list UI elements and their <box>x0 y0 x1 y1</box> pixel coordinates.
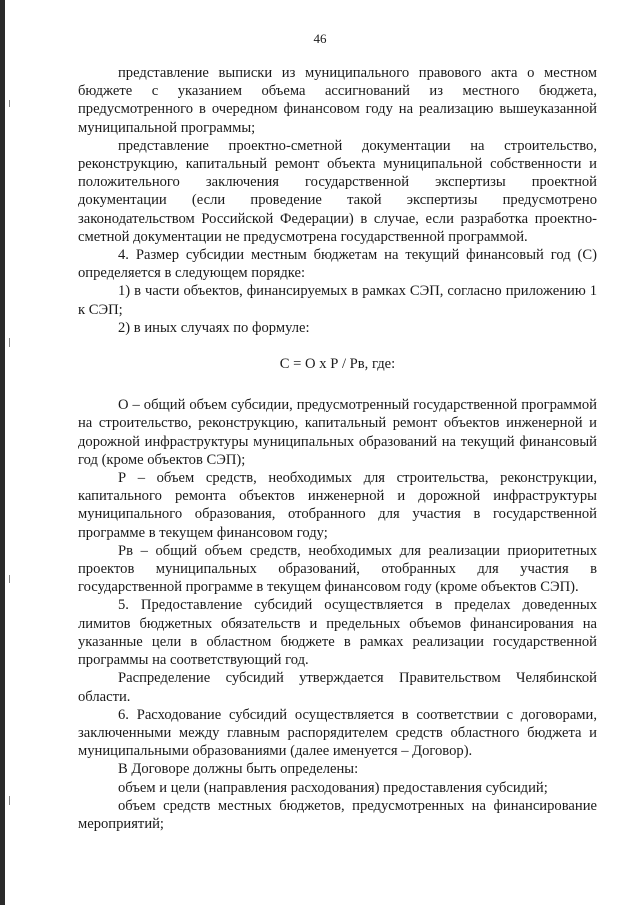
paragraph: Р – объем средств, необходимых для строительства, реконструкции, капитального ремонта объектов инженерной и дорожной инфраструктуры муниципального образования, отобранного для участия в государственной программе в текущем финансовом году; <box>78 470 597 541</box>
paragraph: объем и цели (направления расходования) предоставления субсидий; <box>118 779 548 796</box>
paragraph: В Договоре должны быть определены: <box>118 761 359 778</box>
paragraph: 2) в иных случаях по формуле: <box>118 319 310 336</box>
margin-mark <box>9 100 10 107</box>
scan-edge-shadow <box>0 0 5 905</box>
paragraph: 6. Расходование субсидий осуществляется в соответствии с договорами, заключенными между главным распорядителем средств областного бюджета и муниципальными образованиями (далее именуется – Договор). <box>78 706 597 760</box>
document-body <box>78 64 597 833</box>
margin-mark <box>9 338 10 347</box>
page-number: 46 <box>313 31 327 46</box>
formula: С = О x Р / Рв, где: <box>279 356 396 373</box>
paragraph: Рв – общий объем средств, необходимых для реализации приоритетных проектов муниципальных образований, отобранных для участия в государственной программе в текущем финансовом году (кроме объектов СЭП). <box>78 542 597 596</box>
paragraph: представление проектно-сметной документации на строительство, реконструкцию, капитальный ремонт объекта муниципальной собственности и положительного заключения государственной экспертизы проектной документации (если проведение такой экспертизы предусмотрено законодательством Российской Федерации) в случае, если разработка проектно-сметной документации не предусмотрена государственной программой. <box>78 137 597 245</box>
paragraph: 1) в части объектов, финансируемых в рамках СЭП, согласно приложению 1 к СЭП; <box>78 283 597 318</box>
paragraph: Распределение субсидий утверждается Правительством Челябинской области. <box>78 670 597 705</box>
paragraph: 5. Предоставление субсидий осуществляется в пределах доведенных лимитов бюджетных обязательств и предельных объемов финансирования на указанные цели в областном бюджете в рамках реализации государственной программы на соответствующий год. <box>78 597 597 669</box>
paragraph: 4. Размер субсидии местным бюджетам на текущий финансовый год (С) определяется в следующем порядке: <box>78 247 597 282</box>
margin-mark <box>9 575 10 583</box>
paragraph: О – общий объем субсидии, предусмотренный государственной программой на строительство, реконструкцию, капитальный ремонт объектов инженерной и дорожной инфраструктуры муниципальных образований на текущий финансовый год (кроме объектов СЭП); <box>78 397 597 468</box>
margin-mark <box>9 796 10 805</box>
paragraph: представление выписки из муниципального правового акта о местном бюджете с указанием объема ассигнований из местного бюджета, предусмотренного в очередном финансовом году на реализацию вышеуказанной муниципальной программы; <box>78 65 597 136</box>
paragraph: объем средств местных бюджетов, предусмотренных на финансирование мероприятий; <box>78 797 597 832</box>
